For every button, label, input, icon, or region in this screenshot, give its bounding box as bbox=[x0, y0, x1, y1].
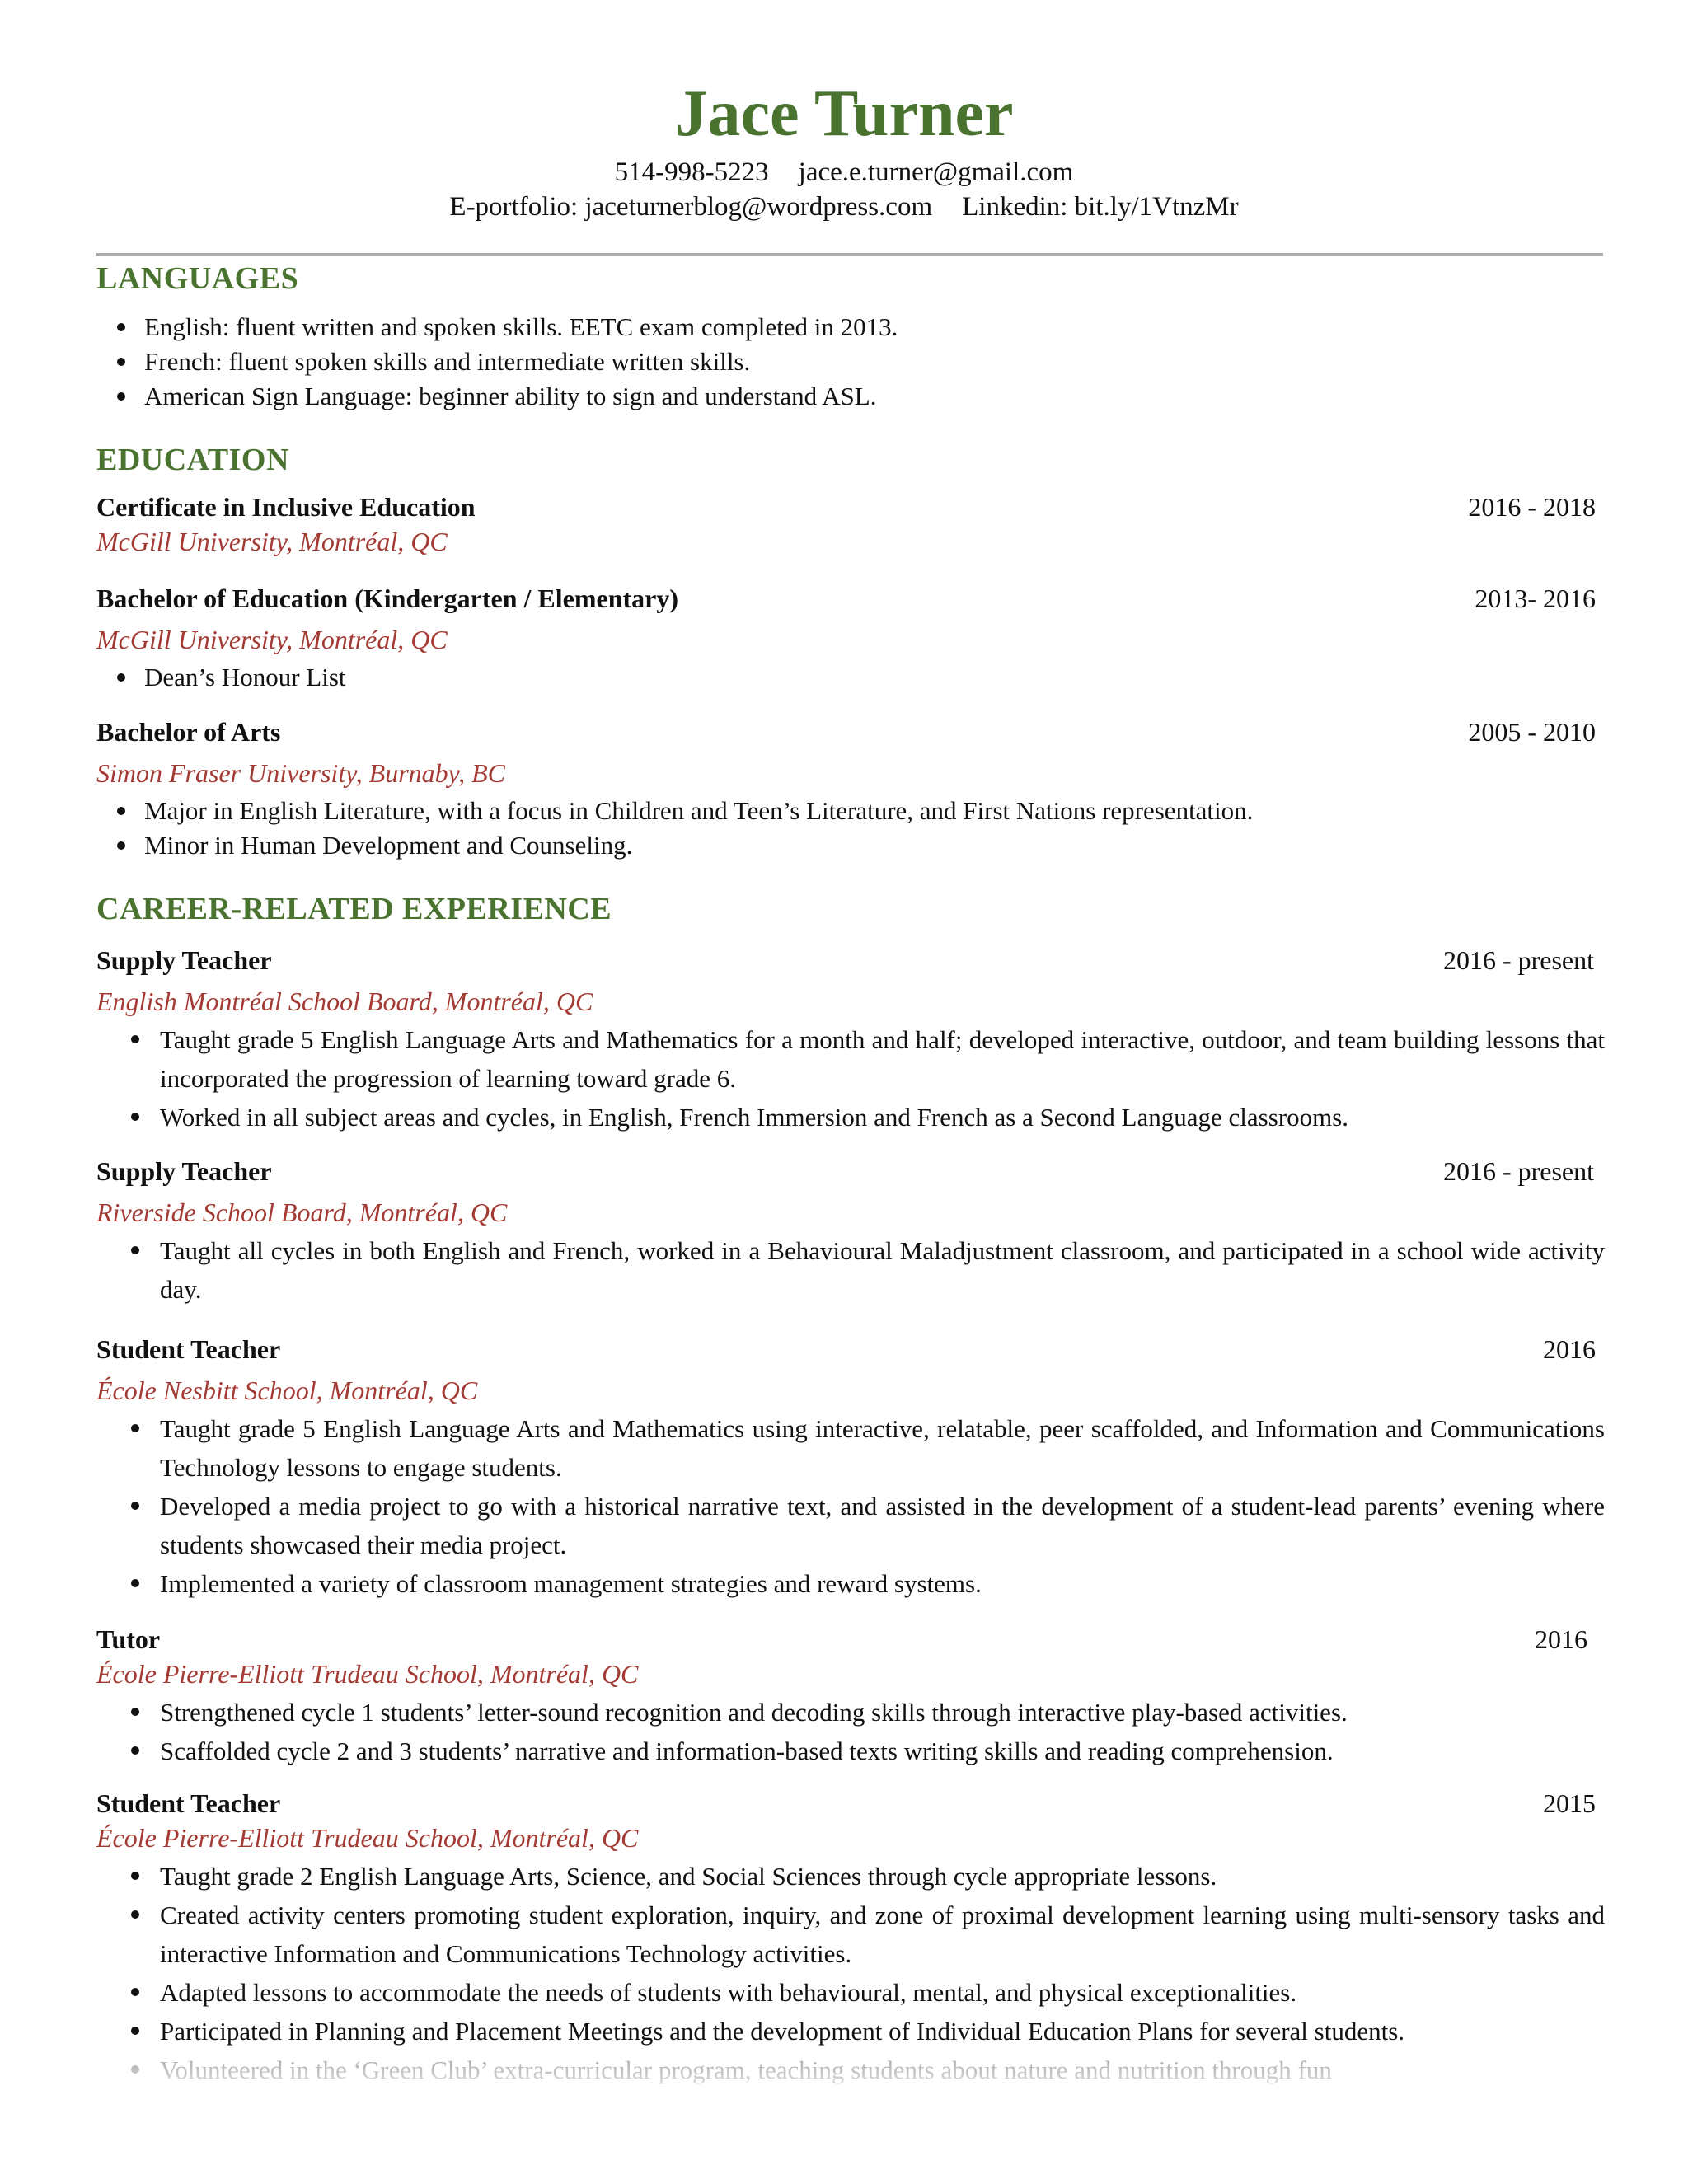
list-item: Adapted lessons to accommodate the needs of students with behavioural, mental, and physical exceptionalities. bbox=[96, 1973, 1605, 2012]
list-item: French: fluent spoken skills and intermediate written skills. bbox=[96, 344, 1605, 379]
education-degree: Bachelor of Education (Kindergarten / Elementary) bbox=[96, 583, 678, 613]
list-item: Strengthened cycle 1 students’ letter-sound recognition and decoding skills through interactive play-based activities. bbox=[96, 1693, 1605, 1732]
experience-bullets bbox=[96, 1020, 1605, 1137]
list-item: Created activity centers promoting student exploration, inquiry, and zone of proximal development learning using multi-sensory tasks and interactive Information and Communications Technology activities. bbox=[96, 1896, 1605, 1973]
education-school: Simon Fraser University, Burnaby, BC bbox=[96, 758, 505, 788]
experience-role: Tutor bbox=[96, 1624, 161, 1654]
education-school: McGill University, Montréal, QC bbox=[96, 527, 448, 556]
education-date: 2005 - 2010 bbox=[1468, 717, 1596, 747]
education-heading: EDUCATION bbox=[96, 443, 289, 477]
education-date: 2013- 2016 bbox=[1475, 583, 1596, 613]
experience-date: 2015 bbox=[1543, 1788, 1596, 1818]
resume-header bbox=[0, 73, 1688, 224]
list-item: American Sign Language: beginner ability to sign and understand ASL. bbox=[96, 379, 1605, 414]
experience-organization: English Montréal School Board, Montréal, QC bbox=[96, 987, 593, 1016]
list-item: Taught all cycles in both English and French, worked in a Behavioural Maladjustment classroom, and participated in a school wide activity day. bbox=[96, 1231, 1605, 1309]
education-bullets bbox=[96, 660, 1605, 695]
experience-organization: École Pierre-Elliott Trudeau School, Montréal, QC bbox=[96, 1659, 639, 1689]
list-item: Dean’s Honour List bbox=[96, 660, 1605, 695]
experience-organization: École Pierre-Elliott Trudeau School, Montréal, QC bbox=[96, 1823, 639, 1853]
linkedin-link: Linkedin: bit.ly/1VtnzMr bbox=[962, 192, 1239, 222]
experience-heading: CAREER-RELATED EXPERIENCE bbox=[96, 892, 612, 926]
experience-role: Supply Teacher bbox=[96, 945, 272, 975]
experience-organization: Riverside School Board, Montréal, QC bbox=[96, 1197, 508, 1227]
experience-date: 2016 - present bbox=[1442, 1156, 1594, 1186]
contact-line-1 bbox=[0, 155, 1688, 190]
list-item: English: fluent written and spoken skills. EETC exam completed in 2013. bbox=[96, 310, 1605, 344]
phone-number: 514-998-5223 bbox=[614, 157, 769, 187]
list-item: Taught grade 2 English Language Arts, Science, and Social Sciences through cycle appropriate lessons. bbox=[96, 1857, 1605, 1896]
experience-bullets bbox=[96, 1409, 1605, 1603]
education-school: McGill University, Montréal, QC bbox=[96, 625, 448, 654]
experience-role: Student Teacher bbox=[96, 1788, 281, 1818]
experience-role: Supply Teacher bbox=[96, 1156, 272, 1186]
list-item: Developed a media project to go with a historical narrative text, and assisted in the development of a student-lead parents’ evening where students showcased their media project. bbox=[96, 1487, 1605, 1564]
portfolio-link: E-portfolio: jaceturnerblog@wordpress.com bbox=[449, 192, 933, 222]
email-address: jace.e.turner@gmail.com bbox=[798, 157, 1074, 187]
languages-heading: LANGUAGES bbox=[96, 261, 299, 296]
list-item: Taught grade 5 English Language Arts and Mathematics for a month and half; developed interactive, outdoor, and team building lessons that incorporated the progression of learning toward grade 6. bbox=[96, 1020, 1605, 1098]
list-item: Worked in all subject areas and cycles, in English, French Immersion and French as a Second Language classrooms. bbox=[96, 1098, 1605, 1137]
list-item: Implemented a variety of classroom management strategies and reward systems. bbox=[96, 1564, 1605, 1603]
languages-list bbox=[96, 310, 1605, 414]
page-fade-overlay bbox=[0, 2052, 1688, 2184]
experience-bullets bbox=[96, 1231, 1605, 1309]
education-date: 2016 - 2018 bbox=[1468, 492, 1596, 522]
education-degree: Bachelor of Arts bbox=[96, 717, 281, 747]
experience-organization: École Nesbitt School, Montréal, QC bbox=[96, 1376, 478, 1405]
header-divider bbox=[96, 253, 1603, 256]
list-item: Participated in Planning and Placement Meetings and the development of Individual Education Plans for several students. bbox=[96, 2012, 1605, 2050]
experience-bullets bbox=[96, 1693, 1605, 1770]
list-item: Minor in Human Development and Counseling. bbox=[96, 828, 1605, 863]
contact-line-2 bbox=[0, 190, 1688, 224]
experience-role: Student Teacher bbox=[96, 1334, 281, 1364]
education-degree: Certificate in Inclusive Education bbox=[96, 492, 476, 522]
experience-date: 2016 bbox=[1535, 1624, 1587, 1654]
experience-date: 2016 - present bbox=[1442, 945, 1594, 975]
list-item: Scaffolded cycle 2 and 3 students’ narrative and information-based texts writing skills and reading comprehension. bbox=[96, 1732, 1605, 1770]
candidate-name: Jace Turner bbox=[674, 77, 1014, 150]
list-item: Taught grade 5 English Language Arts and Mathematics using interactive, relatable, peer scaffolded, and Information and Communications Technology lessons to engage students. bbox=[96, 1409, 1605, 1487]
list-item: Major in English Literature, with a focus in Children and Teen’s Literature, and First Nations representation. bbox=[96, 794, 1605, 828]
experience-date: 2016 bbox=[1543, 1334, 1596, 1364]
education-bullets bbox=[96, 794, 1605, 863]
